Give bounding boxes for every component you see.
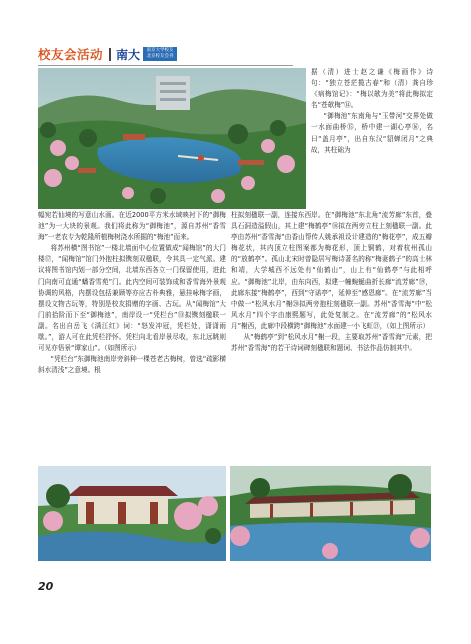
paragraph: 幅宛若仙境的写意山水画。在近2000平方米水域映衬下的“御梅池”为一大块的景观。我们将此称为“御梅池”，源自苏州“香雪海”一老农专为乾隆所植梅树浇水所掘的“梅池”而来。: [38, 211, 226, 242]
right-column-top-text: [311, 67, 433, 156]
header-rule: [38, 65, 293, 66]
page-header: [38, 44, 177, 64]
page-number: 20: [38, 580, 54, 593]
paragraph: 据（清）进士赵之谦《梅画作》诗句：“独立苍茫揽古春”和（清）龚自珍《病梅馆记》：“梅以欹为美”将此梅拟定名“苍欹梅”⑭。: [311, 68, 433, 110]
paragraph: 柱拟刻楹联一副，连接东西岸。在“御梅池”东北角“流芳廊”东首，叠具石洞造溢假山，其上建“梅鹤亭”⑱拟在两旁立柱上刻楹联一副。此亭由苏州“香雪海”由香山帮传人姚承祖设计建造的“梅花亭”，成五瓣梅花状，其内顶立柱图案都为梅花形，顶上铜鹤，对着杭州孤山的“放鹤亭”。孤山北宋时曾隐居写梅诗著名的称“梅妻鹤子”的高士林和靖，大学城西不远处有“仙鹤山”，山上有“仙鹤亭”与此相呼应。“御梅池”北岸，由东向西，拟建一幢蜿蜒曲折长廊“流芳廊”⑲，此廊东接“梅鹤亭”，西到“守诺亭”，延伸至“感恩廊”。在“流芳廊”当中做一“松风水月”榭⑳拟两旁抱柱刻楹联一副。苏州“香雪海”中“松风水月”四个字由康熙题写，此处复制之。在“流芳廊”的“松风水月”榭西，此廊中段横跨“御梅池”水面建一小飞虹㉑，（如上图所示）: [231, 211, 432, 330]
left-column-text: [38, 210, 226, 376]
paragraph: 将苏州横“图书馆”一楼北墙面中心位置做成“闻梅馆”的大门楼⑰，“闻梅馆”馆门外抱柱拟镌刻双楹联，令其具一定气派。建议将图书馆内划一部分空间，北墙东西各立一门保留使用，进此门向南可直通“蟠香雪苑”门。此内空间可装饰成和香雪海外景观协调的风格，内摆设包括兼顾等亦应古朴典雅，悬挂咏梅字画，摆设文物古玩等，特别是校友捐赠的字画、古玩。从“闻梅馆”大门前拾阶而下至“御梅池”，南岸设一“凭栏台”⑬拟镌刻楹联一副。名出自岳飞《满江红》词：“怒发冲冠，凭栏处，潇潇雨歇。”，游人可在此凭栏抒怀。凭栏向北看岸景尽收，东北远眺则可见亦悟景“谭家山”。（如图所示）: [38, 244, 226, 353]
header-divider: [109, 48, 111, 61]
paragraph: “御梅池”东南角与“玉带河”交界处做一水面曲桥⑮，桥中建一湖心亭⑯，名曰“盖月亭”，出自东汉“貂蝉闭月”之典故，其柱础为: [311, 112, 433, 154]
right-column-text: [231, 210, 432, 354]
paragraph: “凭栏台”东御梅池南岸旁斜种一棵苍老古梅树，曾选“疏影横斜水清浅”之意境。根: [38, 355, 226, 375]
paragraph: 从“梅鹤亭”到“松风水月”榭一段，主要取苏州“香雪海”元素，把苏州“香雪海”的若干诗词碑刻楹联和题词、书法作品仿制其中。: [231, 333, 432, 353]
corridor-rendering-image: [230, 466, 431, 561]
pavilion-rendering-image: [38, 466, 226, 561]
magazine-name: 南大: [116, 47, 141, 62]
magazine-badge: 南京大学校友 北京校友会刊: [143, 47, 177, 61]
section-title: 校友会活动: [38, 47, 104, 62]
garden-rendering-image: [38, 68, 306, 209]
